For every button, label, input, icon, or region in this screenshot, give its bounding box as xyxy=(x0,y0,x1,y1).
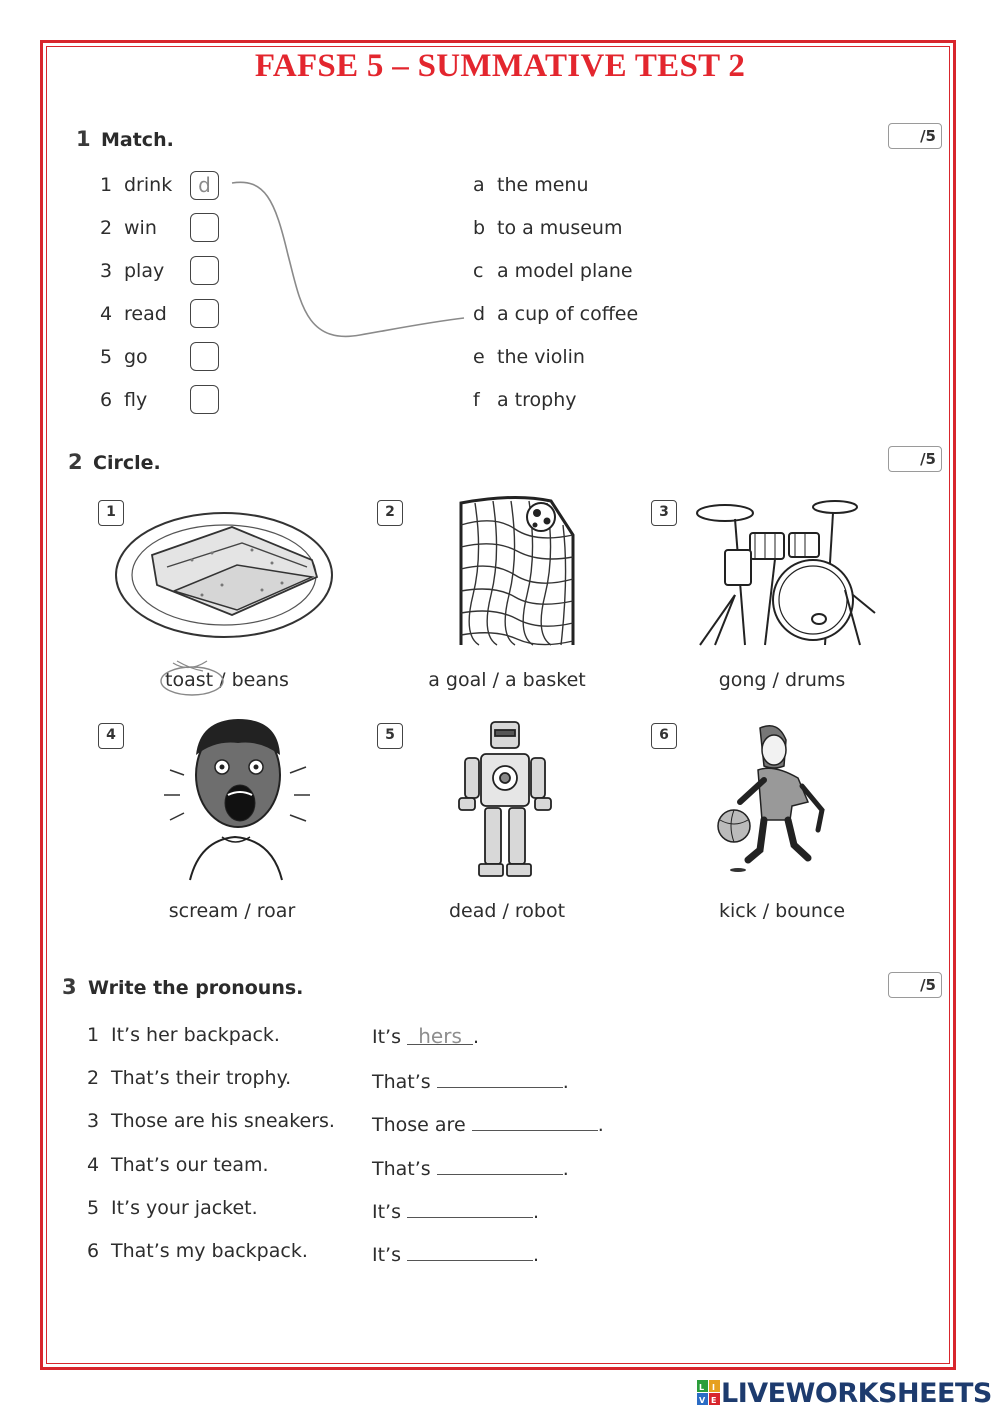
option-text: the menu xyxy=(497,174,589,196)
option-text: a cup of coffee xyxy=(497,303,639,325)
option-letter: e xyxy=(473,346,485,368)
answer-box[interactable]: d xyxy=(190,171,219,200)
section3-score-box[interactable]: /5 xyxy=(888,972,942,998)
picture-number: 2 xyxy=(377,500,403,526)
source-sentence: It’s your jacket. xyxy=(111,1197,258,1219)
circle-caption[interactable]: dead / robot xyxy=(448,900,566,922)
liveworksheets-brand-text: LIVEWORKSHEETS xyxy=(721,1377,992,1409)
option-beans[interactable]: beans xyxy=(231,669,289,691)
answer-prefix: That’s xyxy=(372,1158,431,1180)
section1-score-box[interactable]: /5 xyxy=(888,123,942,149)
picture-number: 5 xyxy=(377,723,403,749)
item-number: 2 xyxy=(100,217,113,239)
match-word: win xyxy=(124,217,157,239)
answer-prefix: It’s xyxy=(372,1026,401,1048)
girl-bouncing-ball-picture xyxy=(712,720,847,880)
option-text: a trophy xyxy=(497,389,577,411)
picture-number: 6 xyxy=(651,723,677,749)
page-title: FAFSE 5 – SUMMATIVE TEST 2 xyxy=(254,48,746,84)
match-word: drink xyxy=(124,174,173,196)
answer-line xyxy=(372,1197,539,1223)
section2-score-box[interactable]: /5 xyxy=(888,446,942,472)
match-word: read xyxy=(124,303,167,325)
answer-end: . xyxy=(473,1026,480,1048)
answer-input[interactable] xyxy=(407,1240,533,1261)
drum-kit-picture xyxy=(695,495,880,655)
answer-input[interactable] xyxy=(437,1067,563,1088)
answer-end: . xyxy=(533,1201,540,1223)
answer-end: . xyxy=(562,1071,569,1093)
toast-plate-picture xyxy=(112,505,337,640)
answer-end: . xyxy=(597,1114,604,1136)
answer-prefix: That’s xyxy=(372,1071,431,1093)
svg-text:V: V xyxy=(699,1396,706,1405)
answer-input[interactable] xyxy=(437,1154,563,1175)
item-number: 1 xyxy=(100,174,113,196)
circle-caption[interactable]: gong / drums xyxy=(718,669,846,691)
answer-end: . xyxy=(562,1158,569,1180)
section3-number: 3 xyxy=(62,975,77,999)
answer-prefix: Those are xyxy=(372,1114,466,1136)
answer-input[interactable] xyxy=(407,1197,533,1218)
picture-number: 4 xyxy=(98,723,124,749)
liveworksheets-logo[interactable] xyxy=(697,1376,992,1410)
source-sentence: That’s their trophy. xyxy=(111,1067,292,1089)
svg-text:E: E xyxy=(711,1396,717,1405)
picture-number: 3 xyxy=(651,500,677,526)
answer-circle-mark xyxy=(159,659,225,699)
option-text: a model plane xyxy=(497,260,633,282)
item-number: 4 xyxy=(87,1154,100,1176)
answer-end: . xyxy=(533,1244,540,1266)
section1-title: Match. xyxy=(101,129,174,151)
picture-number: 1 xyxy=(98,500,124,526)
option-separator: / xyxy=(213,669,232,691)
answer-line xyxy=(372,1024,479,1048)
match-word: play xyxy=(124,260,165,282)
option-text: the violin xyxy=(497,346,585,368)
item-number: 2 xyxy=(87,1067,100,1089)
screaming-boy-picture xyxy=(160,715,310,880)
item-number: 6 xyxy=(87,1240,100,1262)
svg-text:I: I xyxy=(712,1383,715,1392)
option-letter: c xyxy=(473,260,484,282)
goal-net-picture xyxy=(455,495,580,647)
circle-caption[interactable]: scream / roar xyxy=(168,900,296,922)
answer-prefix: It’s xyxy=(372,1201,401,1223)
robot-picture xyxy=(455,718,555,883)
section3-title: Write the pronouns. xyxy=(88,977,304,999)
match-word: fly xyxy=(124,389,148,411)
circle-caption[interactable]: a goal / a basket xyxy=(428,669,586,691)
answer-input[interactable]: hers xyxy=(407,1024,473,1045)
source-sentence: That’s our team. xyxy=(111,1154,269,1176)
section2-number: 2 xyxy=(68,450,83,474)
match-word: go xyxy=(124,346,148,368)
source-sentence: That’s my backpack. xyxy=(111,1240,308,1262)
liveworksheets-logo-icon xyxy=(697,1380,721,1406)
answer-prefix: It’s xyxy=(372,1244,401,1266)
option-letter: a xyxy=(473,174,485,196)
option-letter: d xyxy=(473,303,486,325)
answer-line xyxy=(372,1067,569,1093)
item-number: 3 xyxy=(87,1110,100,1132)
item-number: 6 xyxy=(100,389,113,411)
svg-text:L: L xyxy=(699,1383,705,1392)
item-number: 5 xyxy=(100,346,113,368)
section2-title: Circle. xyxy=(93,452,161,474)
answer-line xyxy=(372,1154,569,1180)
item-number: 1 xyxy=(87,1024,100,1046)
option-text: to a museum xyxy=(497,217,623,239)
answer-input[interactable] xyxy=(472,1110,598,1131)
source-sentence: It’s her backpack. xyxy=(111,1024,280,1046)
answer-line xyxy=(372,1240,539,1266)
circle-caption xyxy=(97,669,357,691)
answer-line xyxy=(372,1110,604,1136)
item-number: 5 xyxy=(87,1197,100,1219)
option-letter: b xyxy=(473,217,486,239)
circled-option[interactable] xyxy=(165,669,213,691)
section1-number: 1 xyxy=(76,127,91,151)
option-toast: toast xyxy=(165,669,214,691)
source-sentence: Those are his sneakers. xyxy=(111,1110,335,1132)
item-number: 3 xyxy=(100,260,113,282)
option-letter: f xyxy=(473,389,480,411)
circle-caption[interactable]: kick / bounce xyxy=(718,900,846,922)
item-number: 4 xyxy=(100,303,113,325)
